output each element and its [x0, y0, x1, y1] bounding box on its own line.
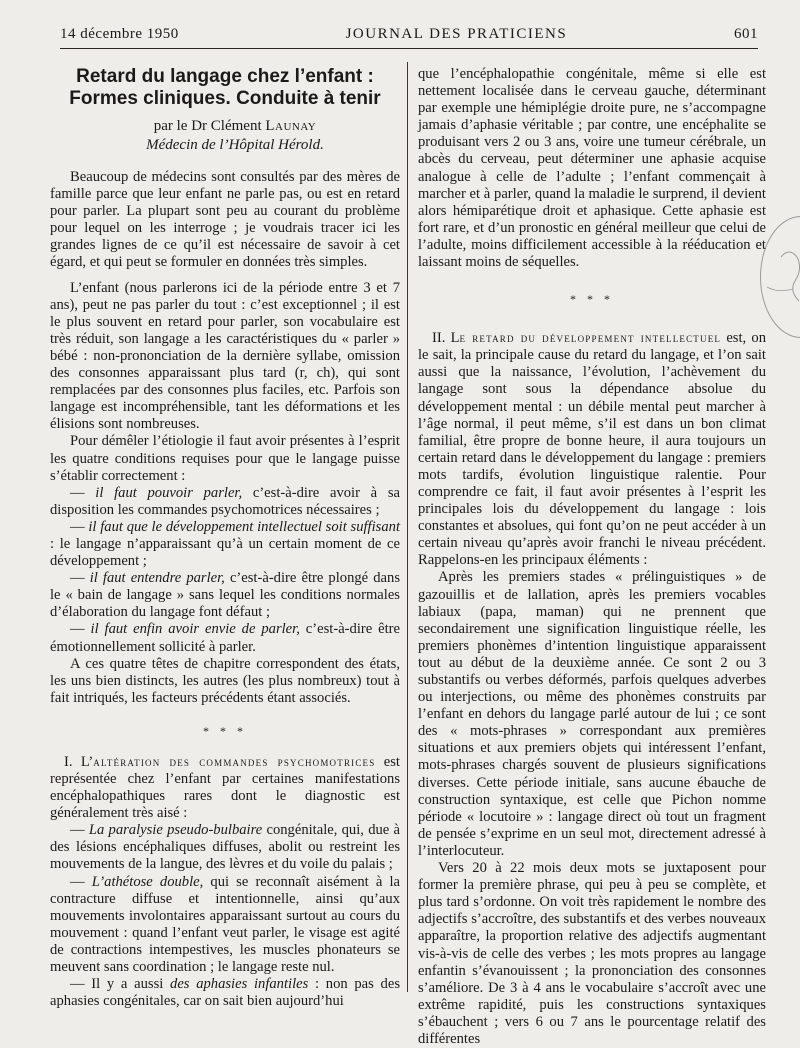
dash: — [70, 518, 89, 535]
condition-4 [50, 621, 400, 655]
header-rule [60, 48, 758, 49]
author-affiliation: Médecin de l’Hôpital Hérold. [146, 137, 324, 153]
aphasia-continuation: que l’encéphalopathie congénitale, même si elle est nettement localisée dans le cerveau gauche, déterminant par exemple une hémiplégie droite pure, ne s’accompagne jamais d’aphasie véritable ; par contre, une encéphalite se produisant vers 2 ou 3 ans, voire une tumeur cérébrale, un abcès du cerveau, peut déterminer une aphasie acquise analogue à celle de l’adulte ; l’enfant commençait à marcher et à parler, quand la maladie le surprend, il devient alors hémiparétique droit et aphasique. Cette aphasie est fort rare, et d’un pronostic en général meilleur que celui de l’adulte, moins difficilement accessible à la rééducation et laissant moins de séquelles. [418, 66, 766, 271]
intro-paragraph: Beaucoup de médecins sont consultés par des mères de famille parce que leur enfant ne parle pas, ou est en retard pour parler. La plupart sont peu au courant du problème pour lequel on les interroge ; je voudrais tracer ici les grandes lignes de ce qu’il est nécessaire de savoir à cet égard, et qui peut se formuler en données très simples. [50, 169, 400, 271]
paragraph-states: A ces quatre têtes de chapitre correspondent des états, les uns bien distincts, les autres (les plus nombreux) tout à fait intriqués, les facteurs précédents étant associés. [50, 655, 400, 706]
bullet-3-emphasis: des aphasies infantiles [170, 976, 309, 993]
bullet-3-lead: — Il y a aussi [70, 976, 171, 993]
condition-3-text: c’est-à-dire être plongé dans le « bain de langage » sans lequel les conditions normales d’élaboration du langage font défaut ; [50, 570, 401, 621]
bullet-3-text: : non pas des aphasies congénitales, car on sait bien aujourd’hui [50, 976, 401, 1010]
condition-2-text: : le langage n’apparaissant qu’à un certain moment de ce développement ; [50, 535, 400, 570]
section-1-paragraph [50, 753, 400, 822]
stamp-figure-icon [761, 217, 800, 337]
paragraph-prelinguistic: Après les premiers stades « prélinguistiques » de gazouillis et de lallation, après les premiers vocables labiaux (papa, maman) qui ne prennent que secondairement une signification linguistique réelle, les premiers phonèmes d’intention linguistique apparaissent tout au début de la deuxième année. Ce sont 2 ou 3 substantifs ou verbes déformés, parfois quelques adverbes ou interjections, ou même des phonèmes construits par l’enfant en dehors du langage parlé autour de lui ; ce sont des « mots-phrases » correspondant aux premières situations et aux premiers objets qui intéressent l’enfant, mots-phrases chargés souvent de plusieurs significations diverses. Cette période initiale, sans aucune ébauche de construction syntaxique, est celle que Pichon nomme période « locutoire » : langage direct où tout un fragment de pensée s’exprime en un seul mot, directement adressé à l’interlocuteur. [418, 569, 766, 859]
author-name: Launay [265, 118, 317, 134]
dash: — [70, 484, 96, 501]
bullet-1-emphasis: La paralysie pseudo-bulbaire [88, 822, 263, 839]
bullet-athetosis [50, 874, 400, 977]
issue-date: 14 décembre 1950 [60, 25, 179, 42]
condition-2 [50, 519, 400, 570]
section-separator: * * * [570, 292, 614, 307]
section-2-text: est, on le sait, la principale cause du retard du langage, et l’on sait aussi que la naissance, l’évolution, l’achèvement du langage sont sous la dépendance absolue du développement mental : un débile mental peut marcher à l’âge normal, il peut même, s’il est dans un bon climat familial, être propre de bonne heure, il aura toujours un certain retard dans le développement du langage : premiers mots tardifs, évolution linguistique ralentie. Pour comprendre ce fait, il faut avoir présentes à l’esprit les principales lois du développement du langage : lois constantes et absolues, qui font qu’on ne peut accéder à un certain niveau qu’après avoir franchi le niveau précédent. Rappelons-en les principaux éléments : [418, 330, 766, 569]
page-number: 601 [734, 25, 758, 42]
condition-4-emphasis: il faut enfin avoir envie de parler, [90, 621, 300, 638]
library-stamp [760, 216, 800, 338]
section-separator: * * * [203, 723, 247, 738]
section-1-text: est représentée chez l’enfant par certaines manifestations encéphalopathiques rares dont le diagnostic est généralement très aisé : [50, 753, 400, 822]
dash: — [70, 570, 90, 587]
author-prefix: par le Dr Clément [153, 118, 266, 134]
bullet-2-emphasis: L’athétose double, [91, 873, 204, 890]
section-1-number: I. L’ [64, 753, 94, 770]
paragraph-first-sentence: Vers 20 à 22 mois deux mots se juxtaposent pour former la première phrase, qui peu à peu se complète, et plus tard s’ordonne. On voit très rapidement le nombre des adjectifs s’accroître, des substantifs et des verbes nouveaux apparaître, la proportion relative des adjectifs augmentant vis-à-vis de celle des verbes ; les mots propres au langage enfantin s’évanouissent ; la prononciation des consonnes s’améliore. De 3 à 4 ans le vocabulaire s’accroît avec une extrême rapidité, puis les constructions syntaxiques s’ébauchent ; vers 6 ou 7 ans le pourcentage relatif des différentes [418, 860, 766, 1047]
bullet-aphasia [50, 976, 400, 1010]
column-divider [407, 62, 408, 992]
journal-name: JOURNAL DES PRATICIENS [345, 25, 568, 42]
section-2-number: II. L [432, 330, 460, 347]
condition-1-emphasis: il faut pouvoir parler, [95, 484, 243, 501]
section-1-title: altération des commandes psychomotrices [93, 753, 376, 769]
condition-2-emphasis: il faut que le développement intellectuel soit suffisant [88, 518, 400, 535]
condition-3 [50, 570, 400, 621]
bullet-pseudo-bulbar [50, 822, 400, 873]
title-line-2: Formes cliniques. Conduite à tenir [69, 88, 381, 109]
dash: — [70, 621, 91, 638]
bullet-2-text: qui se reconnaît aisément à la contracture diffuse et intentionnelle, ainsi qu’aux mouvements involontaires apparaissant surtout au cours du mouvement : quand l’enfant veut parler, le visage est agité de contractions intempestives, les muscles phonateurs se meuvent sans coordination ; le langage reste nul. [50, 873, 400, 976]
section-2-title: e retard du développement intellectuel [459, 330, 722, 346]
condition-1 [50, 485, 400, 519]
author-line [50, 117, 400, 136]
condition-4-text: c’est-à-dire être émotionnellement sollicité à parler. [50, 621, 401, 655]
section-2-paragraph [418, 329, 766, 569]
title-line-1: Retard du langage chez l’enfant : [76, 66, 374, 87]
left-column [50, 66, 400, 1010]
paragraph-child-speech: L’enfant (nous parlerons ici de la période entre 3 et 7 ans), peut ne pas parler du tout : c’est exceptionnel ; il est le plus souvent en retard pour parler, son vocabulaire est très réduit, son langage a les caractéristiques du « parler » bébé : non-prononciation de la dernière syllabe, omission des consonnes apparaissant plus tard (r, ch), qui sont remplacées par des consonnes plus faciles, etc. Parfois son langage est incompréhensible, tant les déformations et les élisions sont nombreuses. [50, 279, 400, 433]
dash: — [70, 822, 89, 839]
paragraph-etiology: Pour démêler l’étiologie il faut avoir présentes à l’esprit les quatre conditions requises pour que le langage puisse s’établir correctement : [50, 433, 400, 484]
right-column [418, 66, 766, 1048]
bullet-1-text: congénitale, qui, due à des lésions encéphaliques diffuses, abolit ou restreint les mouvements de la langue, des lèvres et du voile du palais ; [50, 822, 400, 873]
article-title [50, 66, 400, 110]
dash: — [70, 873, 92, 890]
page-header [60, 22, 758, 46]
condition-1-text: c’est-à-dire avoir à sa disposition les commandes psychomotrices nécessaires ; [50, 484, 400, 518]
condition-3-emphasis: il faut entendre parler, [89, 570, 225, 587]
